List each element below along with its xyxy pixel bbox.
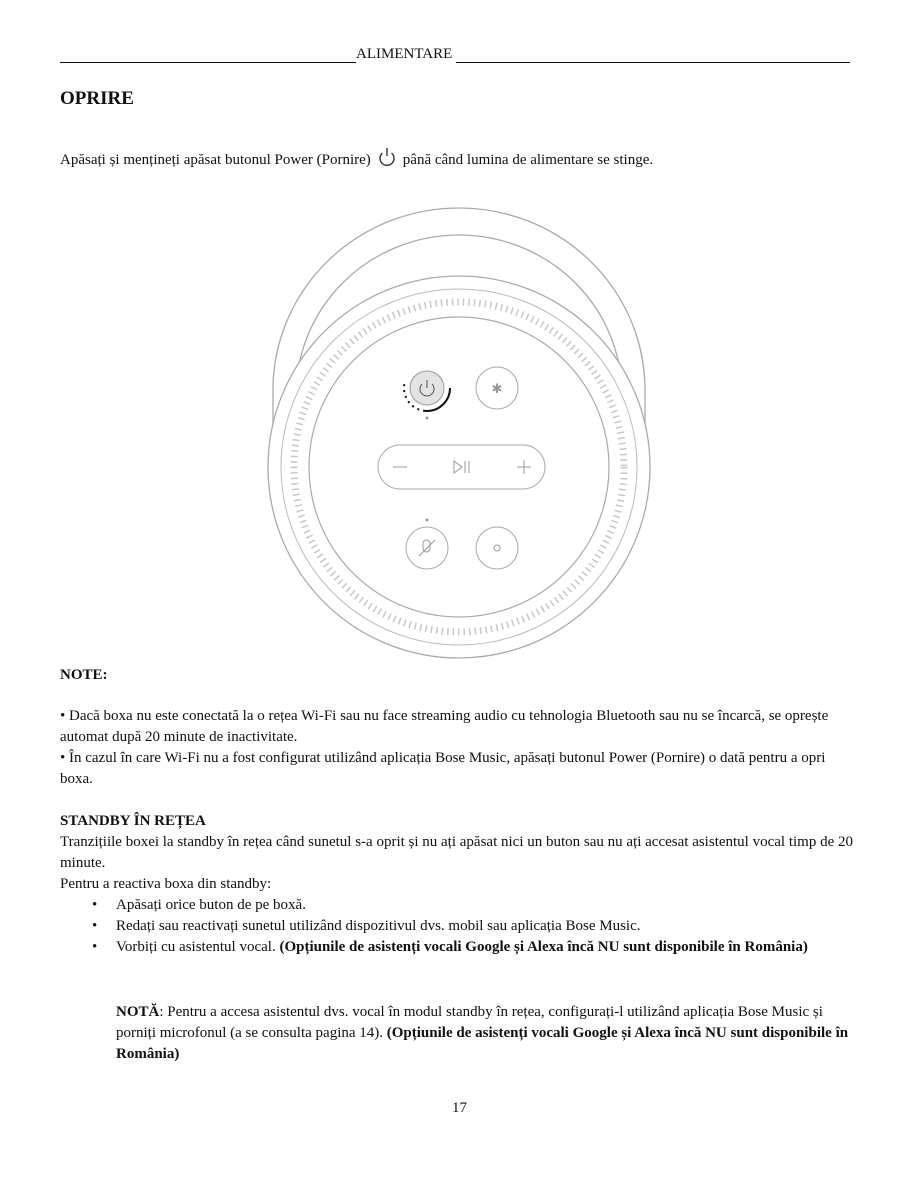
page-number: 17 — [452, 1100, 467, 1116]
speaker-illustration — [260, 200, 660, 665]
power-icon — [377, 147, 397, 174]
header-rule-left — [60, 48, 356, 63]
standby-title: STANDBY ÎN REȚEA — [60, 813, 206, 829]
page-header — [60, 46, 850, 63]
bullet-item: • Vorbiți cu asistentul vocal. (Opțiunile de asistenți vocali Google și Alexa încă NU sunt disponibile în România) — [60, 937, 860, 958]
standby-lead: Pentru a reactiva boxa din standby: — [60, 876, 272, 892]
standby-bullets — [60, 895, 860, 958]
notes-title: NOTE: — [60, 667, 108, 683]
bullet-item: • Apăsați orice buton de pe boxă. — [60, 895, 860, 916]
note-label: NOTĂ — [116, 1004, 160, 1020]
standby-note — [116, 1002, 856, 1065]
note-item: • În cazul în care Wi-Fi nu a fost configurat utilizând aplicația Bose Music, apăsați butonul Power (Pornire) o dată pentru a opri boxa. — [60, 750, 826, 787]
bullet-item: • Redați sau reactivați sunetul utilizând dispozitivul dvs. mobil sau aplicația Bose Music. — [60, 916, 860, 937]
oprire-text-after: până când lumina de alimentare se stinge. — [402, 152, 654, 168]
action-button — [476, 527, 518, 569]
standby-intro: Tranzițiile boxei la standby în rețea când sunetul s-a oprit și nu ați apăsat nici un buton sau nu ați accesat asistentul vocal timp de 20 minute. — [60, 834, 853, 871]
header-rule-right — [456, 48, 850, 63]
oprire-paragraph — [60, 147, 860, 174]
note-bold: (Opțiunile de asistenți vocali Google și Alexa încă NU sunt disponibile în România) — [116, 1025, 849, 1062]
oprire-text-before: Apăsați și mențineți apăsat butonul Power (Pornire) — [60, 152, 371, 168]
note-item: • Dacă boxa nu este conectată la o rețea Wi-Fi sau nu face streaming audio cu tehnologia Bluetooth sau nu se încarcă, se oprește automat după 20 minute de inactivitate. — [60, 708, 829, 745]
notes-list — [60, 706, 860, 790]
note-text: : Pentru a accesa asistentul dvs. vocal în modul standby în rețea, configurați-l utilizând aplicația Bose Music și porniți microfonul (a se consulta pagina 14). — [116, 1004, 823, 1041]
header-section: ALIMENTARE — [356, 46, 453, 62]
svg-text:✱: ✱ — [491, 381, 503, 396]
section-title-oprire: OPRIRE — [60, 88, 134, 109]
